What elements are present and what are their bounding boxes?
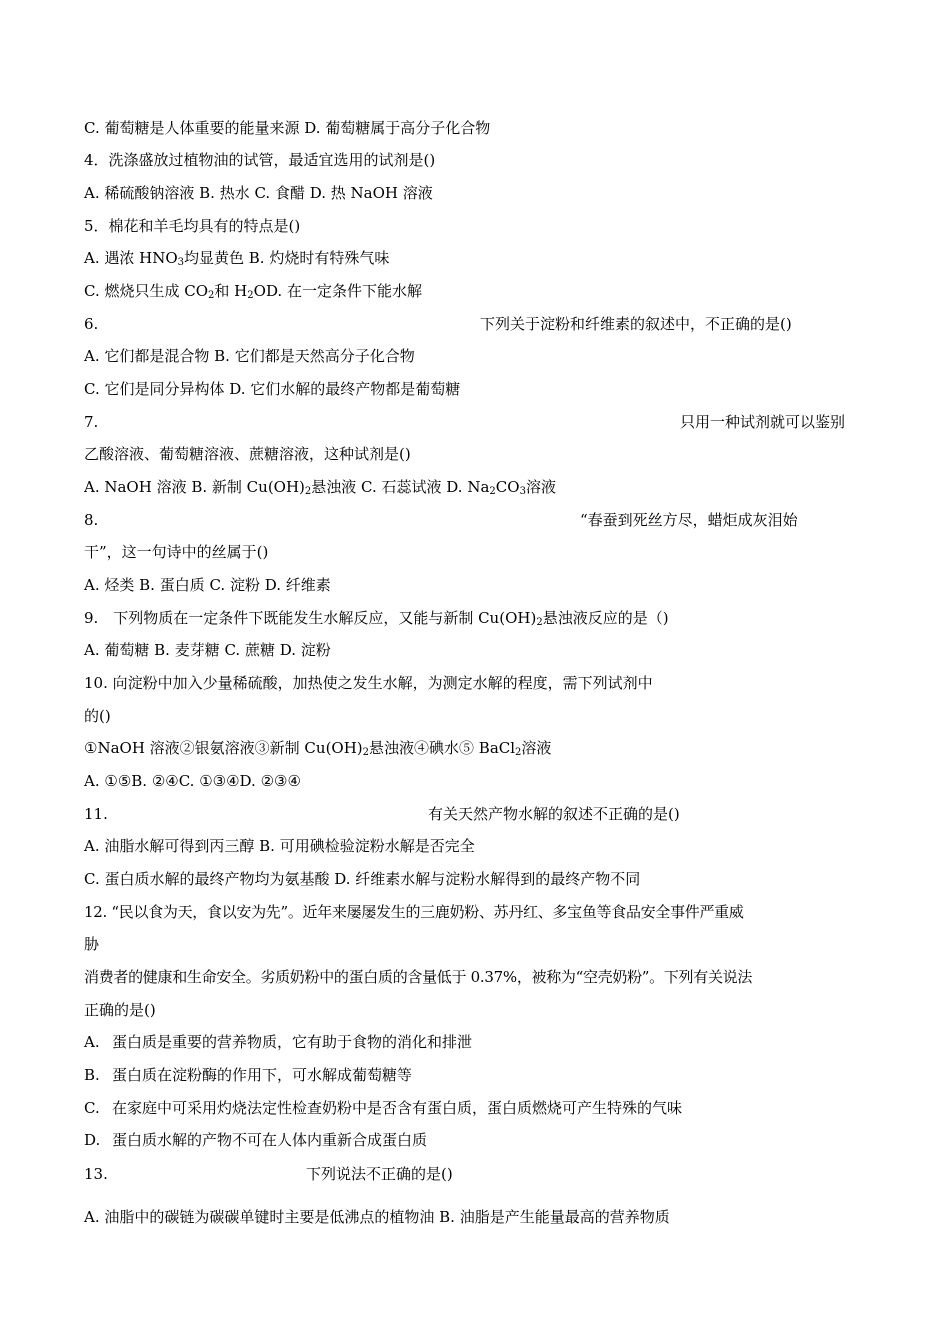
question-10	[84, 673, 874, 693]
question-line	[84, 934, 874, 954]
text: 悬浊液反应的是（)	[542, 609, 669, 627]
subscript: 2	[489, 486, 496, 497]
text: 溶液	[521, 739, 552, 757]
text: A. 烃类 B. 蛋白质 C. 淀粉 D. 纤维素	[84, 576, 331, 594]
text: C. 蛋白质水解的最终产物均为氨基酸 D. 纤维素水解与淀粉水解得到的最终产物不同	[84, 870, 641, 888]
text: 12. “民以食为天，食以安为先”。近年来屡屡发生的三鹿奶粉、苏丹红、多宝鱼等食品安全事件严重威	[84, 903, 744, 921]
text: 干”，这一句诗中的丝属于()	[84, 543, 269, 561]
text: A. 油脂中的碳链为碳碳单键时主要是低沸点的植物油 B. 油脂是产生能量最高的营养物质	[84, 1208, 670, 1226]
text: A. 遇浓 HNO	[84, 249, 178, 267]
text: CO	[495, 478, 520, 496]
option-line	[84, 477, 874, 497]
text: 和 H	[214, 282, 248, 300]
question-9	[84, 608, 874, 628]
text: 5．棉花和羊毛均具有的特点是()	[84, 217, 301, 235]
text: A. NaOH 溶液 B. 新制 Cu(OH)	[84, 478, 305, 496]
option-line	[84, 346, 874, 366]
text: 悬浊液④碘水⑤ BaCl	[369, 739, 516, 757]
text: 溶液	[525, 478, 556, 496]
text: 只用一种试剂就可以鉴别	[680, 413, 846, 431]
text: 蛋白质水解的产物不可在人体内重新合成蛋白质	[112, 1131, 428, 1149]
question-line	[84, 542, 874, 562]
text: A. 它们都是混合物 B. 它们都是天然高分子化合物	[84, 347, 415, 365]
text: A. 葡萄糖 B. 麦芽糖 C. 蔗糖 D. 淀粉	[84, 641, 331, 659]
subscript: 2	[304, 486, 312, 497]
option-line	[84, 836, 874, 856]
text: 的()	[84, 707, 111, 725]
question-4	[84, 150, 874, 170]
subscript: 3	[177, 257, 185, 268]
question-5	[84, 216, 874, 236]
text: 10. 向淀粉中加入少量稀硫酸，加热使之发生水解，为测定水解的程度，需下列试剂中	[84, 674, 653, 692]
question-11	[84, 804, 874, 824]
subscript: 2	[515, 747, 522, 758]
text: 胁	[84, 935, 100, 953]
text: C. 它们是同分异构体 D. 它们水解的最终产物都是葡萄糖	[84, 380, 461, 398]
question-line	[84, 706, 874, 726]
text: 下列关于淀粉和纤维素的叙述中，不正确的是()	[480, 315, 792, 333]
text: OD. 在一定条件下能水解	[253, 282, 422, 300]
question-number: 6.	[84, 315, 99, 333]
option-key: C.	[84, 1099, 100, 1117]
option-line	[84, 640, 874, 660]
question-number: 8.	[84, 511, 99, 529]
option-line	[84, 281, 874, 301]
text: A. ①⑤B. ②④C. ①③④D. ②③④	[84, 772, 301, 790]
subscript: 2	[362, 747, 370, 758]
text: 正确的是()	[84, 1001, 156, 1019]
text: 4．洗涤盛放过植物油的试管，最适宜选用的试剂是()	[84, 151, 436, 169]
text: 在家庭中可采用灼烧法定性检查奶粉中是否含有蛋白质，蛋白质燃烧可产生特殊的气味	[112, 1099, 683, 1117]
text: “春蚕到死丝方尽，蜡炬成灰泪始	[580, 511, 798, 529]
option-c	[84, 1098, 874, 1118]
option-line	[84, 1207, 874, 1227]
question-8	[84, 510, 874, 530]
option-line	[84, 738, 874, 758]
question-6	[84, 314, 874, 334]
subscript: 2	[247, 290, 254, 301]
question-7	[84, 412, 874, 432]
question-line	[84, 967, 874, 987]
text: A. 油脂水解可得到丙三醇 B. 可用碘检验淀粉水解是否完全	[84, 837, 475, 855]
subscript: 2	[536, 617, 543, 628]
text: ①NaOH 溶液②银氨溶液③新制 Cu(OH)	[84, 739, 363, 757]
question-line	[84, 444, 874, 464]
text: 悬浊液 C. 石蕊试液 D. Na	[311, 478, 490, 496]
question-12	[84, 902, 874, 922]
option-key: B.	[84, 1066, 100, 1084]
option-b	[84, 1065, 874, 1085]
option-a	[84, 1032, 874, 1052]
text: 9. 下列物质在一定条件下既能发生水解反应，又能与新制 Cu(OH)	[84, 609, 537, 627]
option-key: A.	[84, 1033, 100, 1051]
text: 下列说法不正确的是()	[306, 1165, 453, 1183]
option-d	[84, 1130, 874, 1150]
question-number: 11.	[84, 805, 108, 823]
question-number: 13.	[84, 1165, 108, 1183]
option-key: D.	[84, 1131, 101, 1149]
text: C. 葡萄糖是人体重要的能量来源 D. 葡萄糖属于高分子化合物	[84, 119, 491, 137]
subscript: 2	[208, 290, 215, 301]
option-line	[84, 118, 874, 138]
option-line	[84, 575, 874, 595]
text: C. 燃烧只生成 CO	[84, 282, 209, 300]
text: 均显黄色 B. 灼烧时有特殊气味	[184, 249, 390, 267]
question-13	[84, 1164, 874, 1184]
subscript: 3	[519, 486, 526, 497]
option-line	[84, 771, 874, 791]
text: A. 稀硫酸钠溶液 B. 热水 C. 食醋 D. 热 NaOH 溶液	[84, 184, 433, 202]
option-line	[84, 248, 874, 268]
text: 消费者的健康和生命安全。劣质奶粉中的蛋白质的含量低于 0.37%，被称为“空壳奶粉”。下列有关说法	[84, 968, 753, 986]
question-number: 7.	[84, 413, 99, 431]
text: 蛋白质是重要的营养物质，它有助于食物的消化和排泄	[112, 1033, 473, 1051]
option-line	[84, 183, 874, 203]
option-line	[84, 869, 874, 889]
question-line	[84, 1000, 874, 1020]
option-line	[84, 379, 874, 399]
text: 有关天然产物水解的叙述不正确的是()	[428, 805, 680, 823]
text: 乙酸溶液、葡萄糖溶液、蔗糖溶液，这种试剂是()	[84, 445, 411, 463]
text: 蛋白质在淀粉酶的作用下，可水解成葡萄糖等	[112, 1066, 413, 1084]
